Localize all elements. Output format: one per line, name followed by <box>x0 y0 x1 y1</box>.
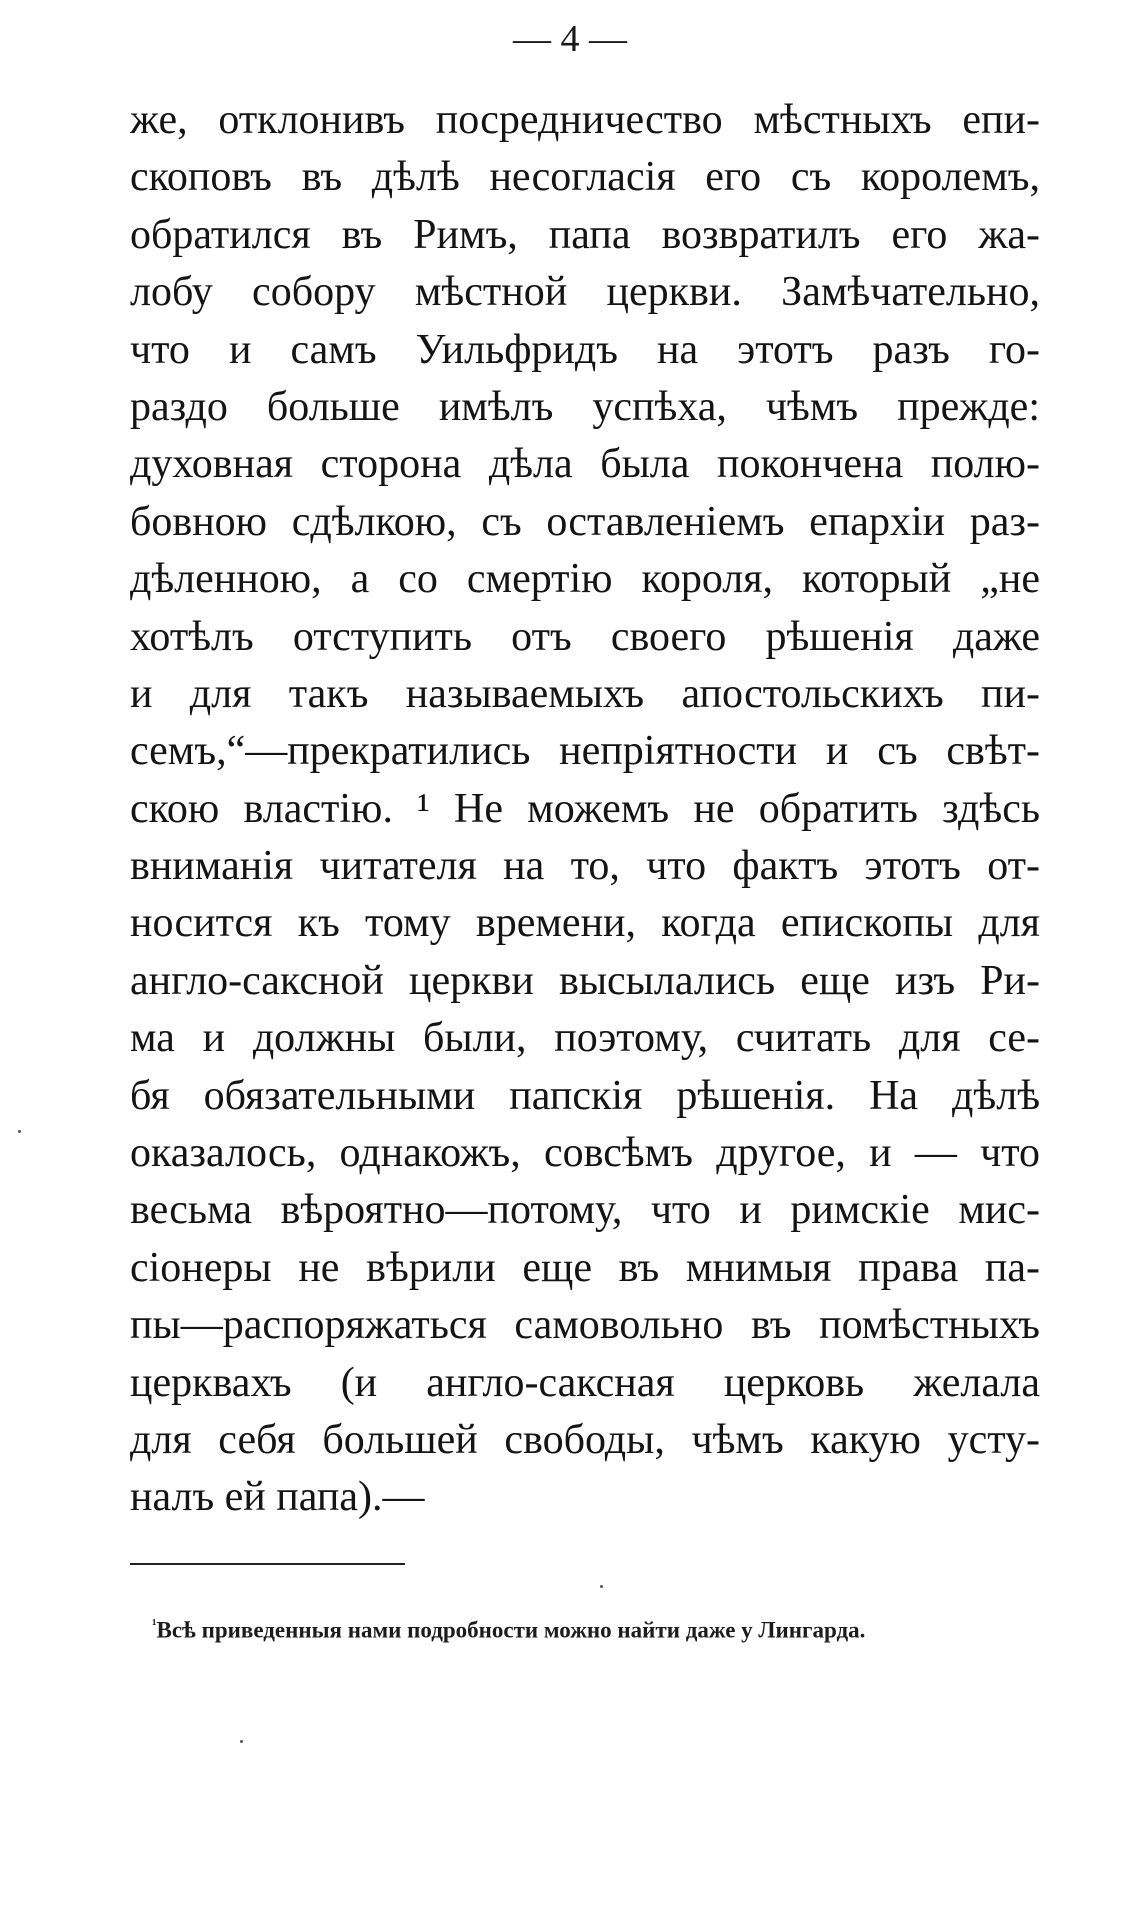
text-line: ма и должны были, поэтому, считать для се- <box>130 1015 1040 1062</box>
text-line: англо-саксной церкви высылались еще изъ Ри- <box>130 957 1040 1004</box>
footnote-text: Всѣ приведенныя нами подробности можно найти даже у Лингарда. <box>156 1617 866 1643</box>
body-text <box>130 92 1040 1527</box>
scan-speck <box>240 1740 243 1743</box>
text-line: семъ,“—прекратились непріятности и съ свѣт- <box>130 728 1040 775</box>
text-line: для себя большей свободы, чѣмъ какую усту- <box>130 1416 1040 1463</box>
text-line-last: налъ ей папа).— <box>130 1474 425 1521</box>
text-line: что и самъ Уильфридъ на этотъ разъ го- <box>130 326 1040 373</box>
footnote <box>152 1608 1040 1648</box>
text-line: весьма вѣроятно—потому, что и римскіе мис- <box>130 1187 1040 1234</box>
text-line: носится къ тому времени, когда епископы для <box>130 900 1040 947</box>
text-line: церквахъ (и англо-саксная церковь желала <box>130 1359 1040 1406</box>
text-line: скоповъ въ дѣлѣ несогласія его съ королемъ, <box>130 154 1040 201</box>
text-line: лобу собору мѣстной церкви. Замѣчательно, <box>130 269 1040 316</box>
text-line: обратился въ Римъ, папа возвратилъ его жа- <box>130 211 1040 258</box>
text-line: хотѣлъ отступить отъ своего рѣшенія даже <box>130 613 1040 660</box>
text-line: и для такъ называемыхъ апостольскихъ пи- <box>130 670 1040 717</box>
scan-speck <box>600 1585 603 1588</box>
footnote-divider <box>130 1563 405 1565</box>
text-line: бя обязательными папскія рѣшенія. На дѣлѣ <box>130 1072 1040 1119</box>
text-line: же, отклонивъ посредничество мѣстныхъ епи- <box>130 97 1040 143</box>
text-line: раздо больше имѣлъ успѣха, чѣмъ прежде: <box>130 383 1040 430</box>
margin-speck <box>18 1130 21 1133</box>
text-line: дѣленною, а со смертію короля, который „не <box>130 556 1040 603</box>
page-number: — 4 — <box>513 18 627 60</box>
footnote-marker: ¹ <box>152 1617 157 1633</box>
text-line: сіонеры не вѣрили еще въ мнимыя права па- <box>130 1244 1040 1291</box>
text-line: оказалось, однакожъ, совсѣмъ другое, и — что <box>130 1130 1040 1177</box>
text-line: вниманія читателя на то, что фактъ этотъ от- <box>130 843 1040 890</box>
text-line: скою властію. ¹ Не можемъ не обратить здѣсь <box>130 785 1040 832</box>
text-line: пы—распоряжаться самовольно въ помѣстныхъ <box>130 1302 1040 1349</box>
text-line: духовная сторона дѣла была покончена полю- <box>130 441 1040 488</box>
text-line: бовною сдѣлкою, съ оставленіемъ епархіи раз- <box>130 498 1040 545</box>
